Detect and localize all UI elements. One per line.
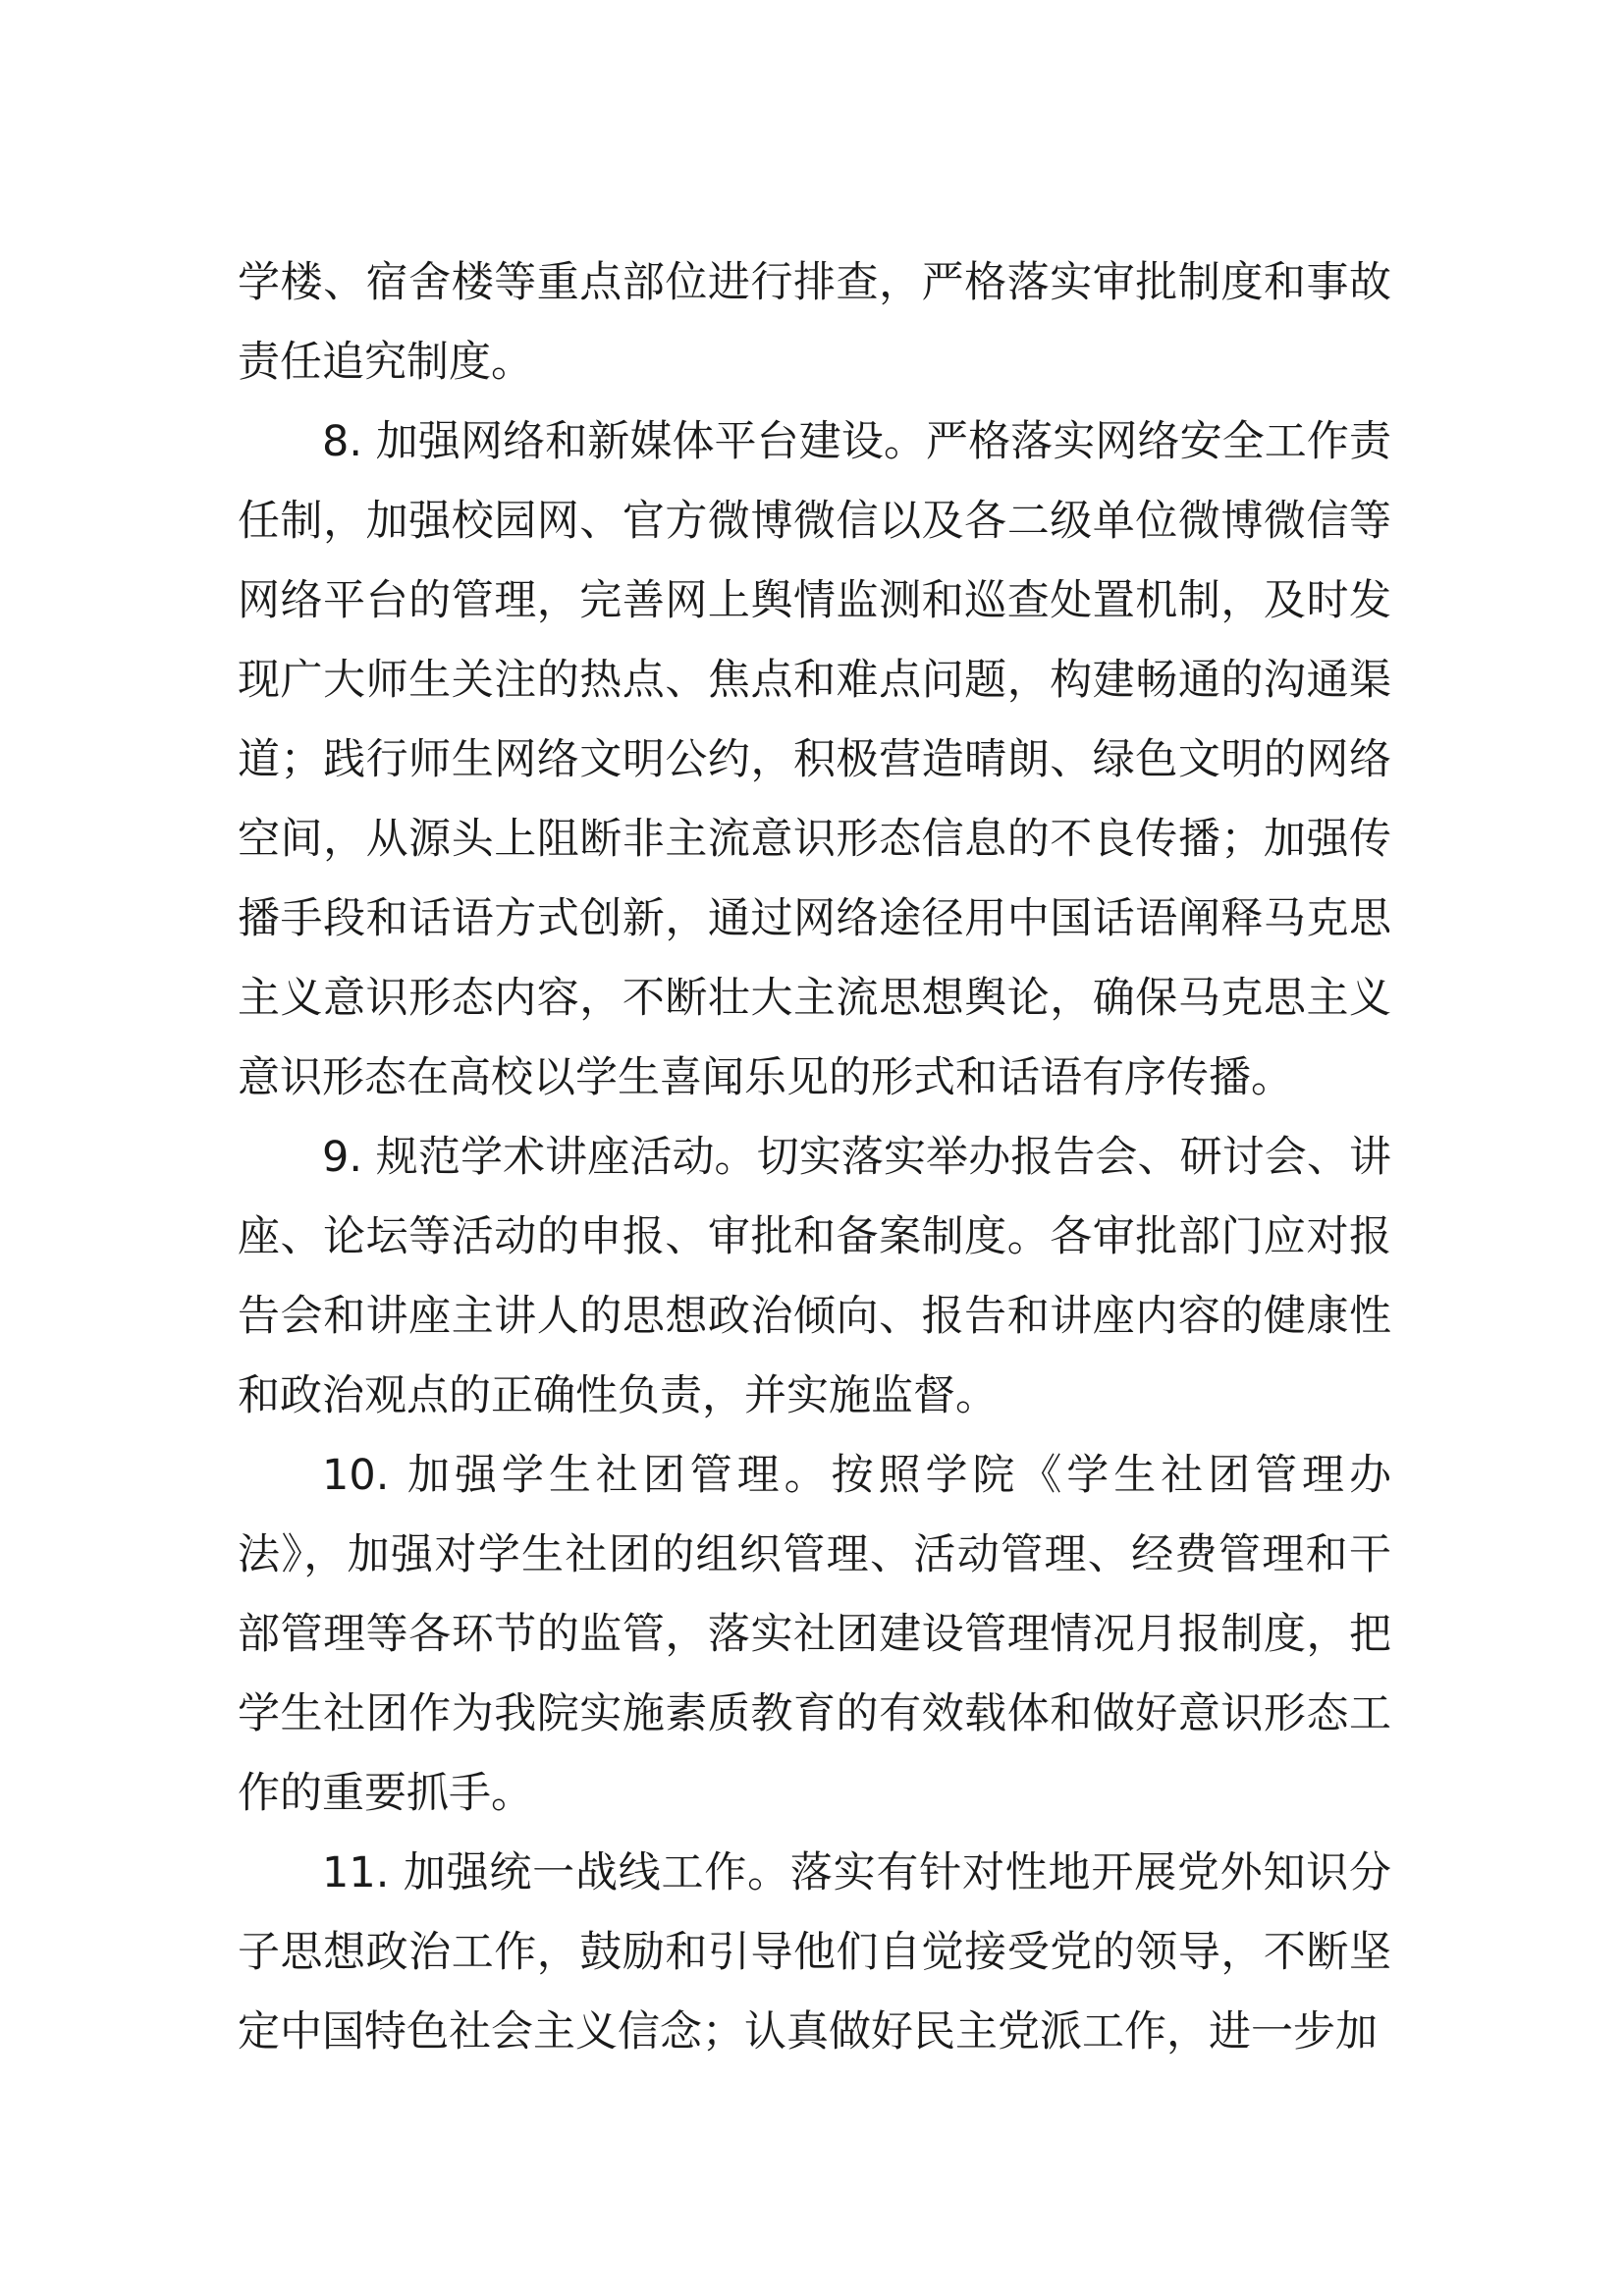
paragraph-academic-lectures: [238, 1118, 1391, 1436]
paragraph-body: 学楼、宿舍楼等重点部位进行排查，严格落实审批制度和事故责任追究制度。: [238, 258, 1391, 387]
paragraph-heading: 8. 加强网络和新媒体平台建设。: [322, 417, 927, 466]
paragraph-body: 严格落实网络安全工作责任制，加强校园网、官方微博微信以及各二级单位微博微信等网络平台的管理，完善网上舆情监测和巡查处置机制，及时发现广大师生关注的热点、焦点和难点问题，构建畅通的沟通渠道；践行师生网络文明公约，积极营造晴朗、绿色文明的网络空间，从源头上阻断非主流意识形态信息的不良传播；加强传播手段和话语方式创新，通过网络途径用中国话语阐释马克思主义意识形态内容，不断壮大主流思想舆论，确保马克思主义意识形态在高校以学生喜闻乐见的形式和话语有序传播。: [238, 417, 1392, 1102]
paragraph-heading: 9. 规范学术讲座活动。: [322, 1133, 757, 1182]
paragraph-body: 落实有针对性地开展党外知识分子思想政治工作，鼓励和引导他们自觉接受党的领导，不断坚定中国特色社会主义信念；认真做好民主党派工作，进一步加: [238, 1848, 1391, 2056]
paragraph-student-clubs: [238, 1436, 1391, 1834]
paragraph-heading: 11. 加强统一战线工作。: [322, 1848, 790, 1897]
paragraph-heading: 10. 加强学生社团管理。: [322, 1451, 832, 1500]
document-body: [238, 243, 1391, 2072]
paragraph-body: 切实落实举办报告会、研讨会、讲座、论坛等活动的申报、审批和备案制度。各审批部门应对报告会和讲座主讲人的思想政治倾向、报告和讲座内容的健康性和政治观点的正确性负责，并实施监督。: [238, 1133, 1391, 1420]
paragraph-body: 按照学院《学生社团管理办法》，加强对学生社团的组织管理、活动管理、经费管理和干部管理等各环节的监管，落实社团建设管理情况月报制度，把学生社团作为我院实施素质教育的有效载体和做好意识形态工作的重要抓手。: [238, 1451, 1391, 1818]
paragraph-network-platform: [238, 402, 1391, 1118]
paragraph-united-front: [238, 1834, 1391, 2072]
paragraph-continuation: [238, 243, 1391, 402]
